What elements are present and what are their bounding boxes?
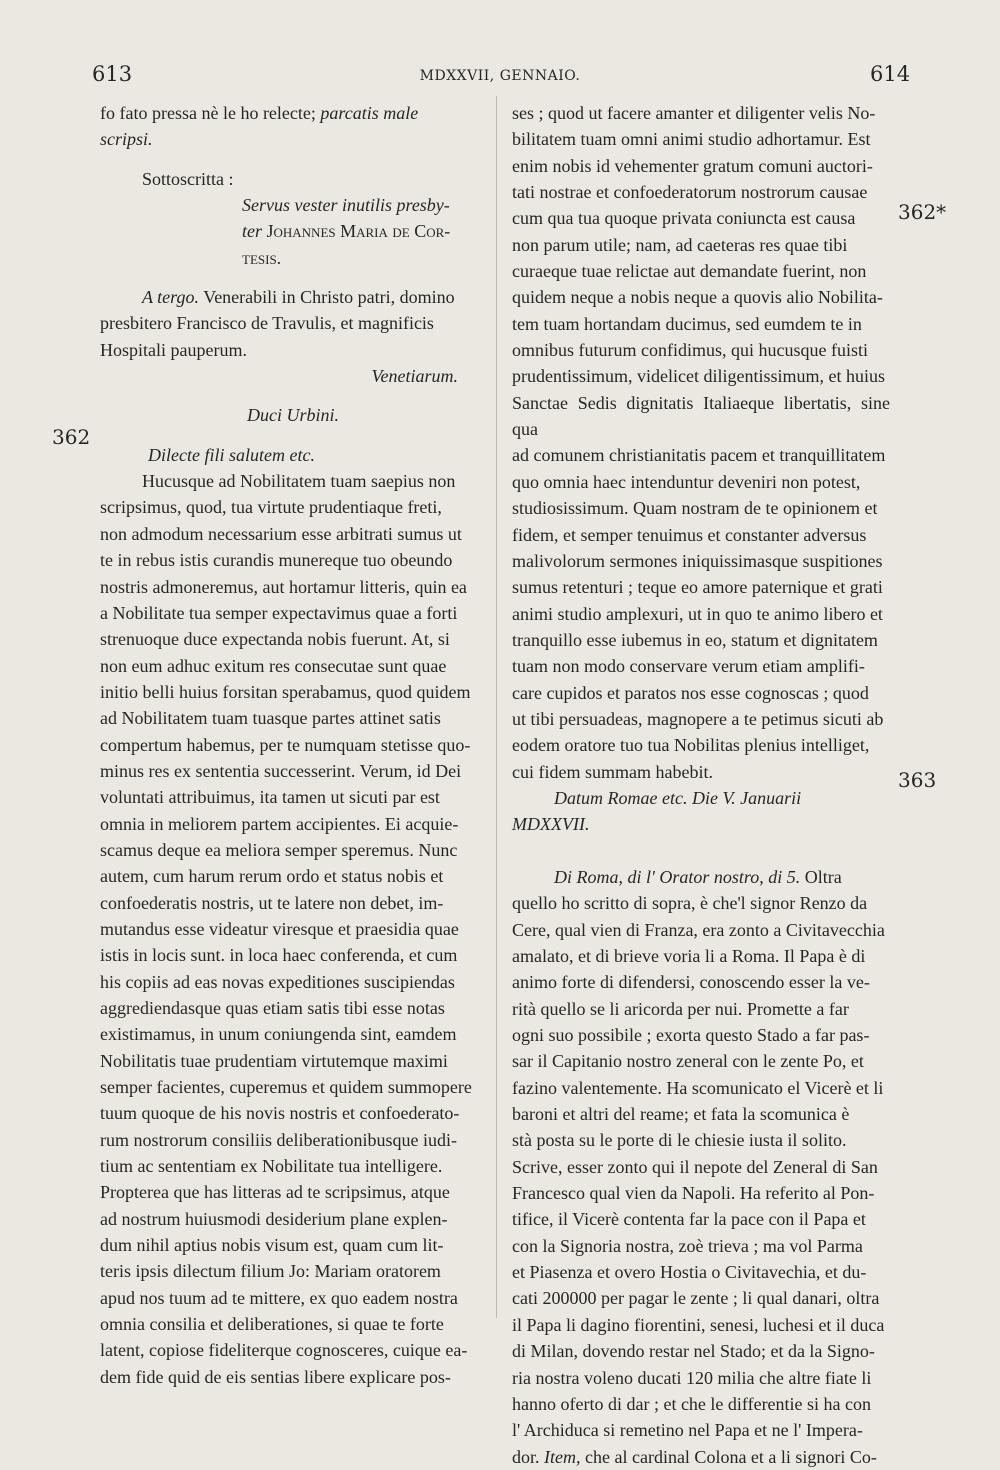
left-body-line: confoederatis nostris, ut te latere non debet, im- [100,892,444,913]
right-body-line: quidem neque a nobis neque a quovis alio Nobilita- [512,287,883,308]
right-body-line: ut tibi persuadeas, magnopere a te petimus sicuti ab [512,708,884,729]
left-body-line: te in rebus istis curandis munereque tuo obeundo [100,550,453,571]
intro-line-1-italic: parcatis male [320,103,419,123]
datum-line-2: MDXXVII. [512,814,590,835]
right-body-line: ad comunem christianitatis pacem et tranquillitatem [512,445,886,466]
left-body-line: aggrediendasque quas etiam satis tibi esse notas [100,998,445,1018]
left-body-line: latent, copiose fideliterque cognosceres, cuique ea- [100,1340,468,1361]
right-body2-line: di Milan, dovendo restar nel Stado; et da la Signo- [512,1341,875,1362]
left-body-line: Propterea que has litteras ad te scripsimus, atque [100,1182,450,1203]
right-page-number: 614 [870,62,911,86]
letter-addressee: Duci Urbini. [247,405,339,426]
right-body2-line: tifice, il Vicerè contenta far la pace con il Papa et [512,1209,866,1230]
intro-line-2: scripsi. [100,129,153,150]
datum-line-1: Datum Romae etc. Die V. Januarii [554,787,802,808]
right-body2-line: et Piasenza et overo Hostia o Civitavechia, et du- [512,1262,867,1283]
right-body-line: prudentissimum, videlicet diligentissimum, et huius [512,366,885,387]
right-body-line: ses ; quod ut facere amanter et diligenter velis No- [512,103,876,123]
right-body-line: fidem, et semper tenuimus et constanter adversus [512,524,867,545]
left-body-line: rum nostrorum consiliis deliberationibusque iudi- [100,1129,457,1150]
right-body2-line: hanno oferto di dar ; et che le differentie si ha con [512,1393,872,1414]
last-line-start: dor. [512,1446,540,1467]
right-body-line: tati nostrae et confoederatorum nostrorum causae [512,182,868,203]
left-body-line: Nobilitatis tuae prudentiam virtutemque maximi [100,1050,448,1071]
left-body-line: voluntati attribuimus, ita tamen ut sicuti par est [100,787,440,808]
left-body-line: dum nihil aptius nobis visum est, quam cum lit- [100,1235,444,1256]
right-body2-line: quello ho scritto di sopra, è che'l signor Renzo da [512,893,868,914]
right-body2-line: animo forte di difendersi, conoscendo esser la ve- [512,972,870,993]
left-body-line: his copiis ad eas novas expeditiones suscipiendas [100,971,455,992]
left-body-line: istis in locis sunt. in loca haec conferenda, et cum [100,945,458,966]
right-body-line: tem tuam hortandam ducimus, sed eumdem te in [512,313,862,334]
right-body-line: malivolorum sermones iniquissimasque suspitiones [512,550,883,571]
right-body2-line: rità quello se li aricorda per nui. Promette a far [512,998,849,1019]
right-body-line: eodem oratore tuo tua Nobilitas plenius intelliget, [512,735,870,756]
right-body2-line: Francesco qual vien da Napoli. Ha referito al Pon- [512,1183,875,1204]
right-body2-line: Cere, qual vien di Franza, era zonto a Civitavecchia [512,919,885,940]
tergo-line-1 [100,284,486,310]
running-title: MDXXVII, GENNAIO. [419,68,581,84]
right-body2-line: amalato, et di brieve voria li a Roma. Il Papa è di [512,946,866,966]
right-body-line: tranquillo esse iubemus in eo, statum et dignitatem [512,629,878,650]
sottoscritta-label: Sottoscritta : [142,168,234,189]
right-body2-line: fazino valentemente. Ha scomunicato el Vicerè et li [512,1077,884,1098]
signature-line-2-italic: ter [242,221,262,242]
right-body-line: omnibus futurum confidimus, qui hucusque fuisti [512,340,868,361]
right-body2-line: ria nostra voleno ducati 120 milia che altre fiate li [512,1367,872,1388]
right-body-line: cum qua tua quoque privata coniuncta est causa [512,208,856,229]
intro-line-1 [100,100,486,126]
left-body-line: minus res ex sententia successerint. Verum, id Dei [100,760,462,781]
left-body-line: apud nos tuum ad te mittere, ex quo eadem nostra [100,1287,458,1308]
left-page-number: 613 [92,62,133,86]
right-body2-line: Scrive, esser zonto qui il nepote del Zeneral di San [512,1156,878,1177]
left-body-line: omnia in meliorem partem accipientes. Ei acquie- [100,813,459,834]
tergo-line-3: Hospitali pauperum. [100,339,247,360]
left-body-line: strenuoque duce expectanda nobis fuerunt. At, si [100,629,450,650]
tergo-label: A tergo. [142,287,199,308]
venetiarum: Venetiarum. [371,366,458,387]
right-body-line: enim nobis id vehementer gratum comuni auctori- [512,155,873,176]
roma-heading-rest: Oltra [804,866,842,887]
right-body2-line: sar il Capitanio nostro zeneral con le zente Po, et [512,1051,864,1072]
left-body-line: non eum adhuc exitum res consecutae sunt quae [100,655,447,676]
right-body-line: Sanctae Sedis dignitatis Italiaeque libertatis, sine qua [512,392,890,440]
right-body-line: animi studio amplexuri, ut in quo te animo libero et [512,603,883,624]
left-body-line: autem, cum harum rerum ordo et status nobis et [100,866,444,887]
right-body2-line: l' Archiduca si remetino nel Papa et ne l' Impera- [512,1420,863,1441]
left-body-line: non admodum necessarium esse arbitrati sumus ut [100,523,462,544]
left-body-line: initio belli huius forsitan sperabamus, quod quidem [100,681,471,702]
left-body-line: dem fide quid de eis sentias libere explicare pos- [100,1366,451,1387]
right-column [512,100,890,1470]
tergo-line-2: presbitero Francisco de Travulis, et magnificis [100,313,434,334]
last-line-item: Item, [544,1446,581,1467]
salutation: Dilecte fili salutem etc. [148,444,315,465]
left-body-line: scripsimus, quod, tua virtute prudentiaque freti, [100,497,442,518]
right-body-line: sumus retenturi ; teque eo amore paternique et grati [512,577,883,598]
left-body-line: teris ipsis dilectum filium Jo: Mariam oratorem [100,1261,441,1282]
right-body-line: bilitatem tuam omni animi studio adhortamur. Est [512,129,871,150]
margin-number-right-363: 363 [898,768,937,792]
left-body-line: a Nobilitate tua semper expectavimus quae a forti [100,602,458,623]
left-column [100,100,486,1390]
right-body2-line: stà posta su le porte di le chiesie iusta il solito. [512,1130,847,1151]
right-last-line [512,1444,890,1470]
right-body-line: studiosissimum. Quam nostram de te opinionem et [512,498,878,519]
left-body-line: ad nostrum huiusmodi desiderium plane explen- [100,1208,448,1229]
right-body-line: non parum utile; nam, ad caeteras res quae tibi [512,234,848,255]
right-body2-line: ogni suo possibile ; exorta questo Stado a far pas- [512,1025,870,1046]
left-body-line: semper facientes, cuperemus et quidem summopere [100,1077,472,1098]
left-body-line: compertum habemus, per te numquam stetisse quo- [100,734,471,755]
roma-heading-italic: Di Roma, di l' Orator nostro, di 5. [554,866,801,887]
margin-number-right-362star: 362* [898,200,947,224]
last-line-rest: che al cardinal Colona et a li signori Co- [585,1446,877,1467]
signature-name: Johannes Maria de Cor- [266,221,451,242]
right-body-line: tuam non modo conservare verum etiam amplifi- [512,656,865,677]
signature-line-3: tesis. [242,247,282,268]
right-body-line: care cupidos et paratos nos esse cognoscas ; quod [512,682,869,703]
right-body2-line: il Papa li dagino fiorentini, senesi, luchesi et il duca [512,1314,885,1335]
column-divider [496,96,497,1318]
right-body2-line: cati 200000 per pagar le zente ; li qual danari, oltra [512,1288,880,1309]
left-body-line: scamus deque ea meliora semper speremus. Nunc [100,839,458,860]
roma-heading-line [512,864,890,890]
tergo-line-1-rest: Venerabili in Christo patri, domino [203,287,455,308]
left-body-line: existimamus, in unum coniungenda sint, eamdem [100,1024,457,1045]
right-body-line: cui fidem summam habebit. [512,761,713,782]
left-body-line: Hucusque ad Nobilitatem tuam saepius non [142,471,456,492]
intro-line-1-text: fo fato pressa nè le ho relecte; [100,103,316,123]
margin-number-left-362: 362 [52,425,91,449]
right-body2-line: baroni et altri del reame; et fata la scomunica è [512,1104,850,1125]
left-body-line: tuum quoque de his novis nostris et confoederato- [100,1103,460,1124]
left-body-line: ad Nobilitatem tuam tuasque partes attinet satis [100,708,441,729]
signature-line-1: Servus vester inutilis presby- [242,195,450,216]
right-body-line: curaeque tuae relictae aut demandate fuerint, non [512,261,867,282]
left-body-line: nostris admoneremus, aut hortamur litteris, quin ea [100,576,467,597]
left-body-line: mutandus esse videatur viresque et praesidia quae [100,918,459,939]
left-body-line: omnia consilia et deliberationes, si quae te forte [100,1314,444,1335]
right-body2-line: con la Signoria nostra, zoè trieva ; ma vol Parma [512,1235,863,1256]
left-body-line: tium ac sententiam ex Nobilitate tua intelligere. [100,1156,443,1177]
right-body-line: quo omnia haec intenduntur deveniri non potest, [512,471,861,492]
signature-line-2 [100,218,486,244]
